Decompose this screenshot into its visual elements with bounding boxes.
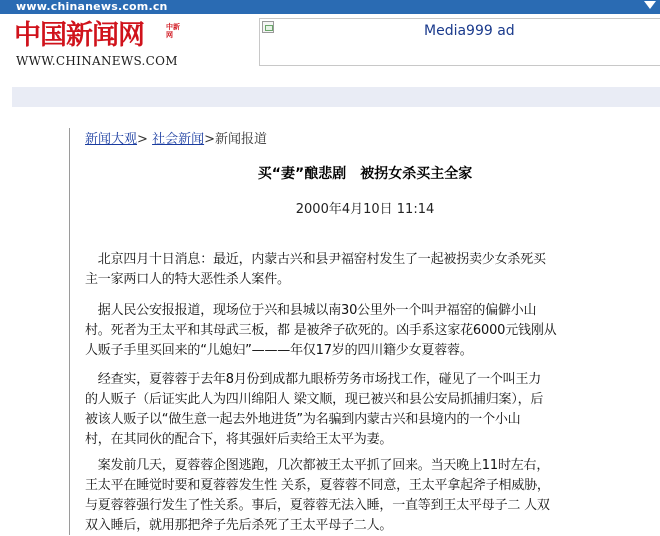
article-date: 2000年4月10日 11:14 [295, 202, 435, 217]
article-frame-border [69, 128, 70, 535]
paragraph-line: 与夏蓉蓉强行发生了性关系。事后，夏蓉蓉无法入睡，一直等到王太平母子二 人双 [85, 498, 550, 513]
logo-english-text: WWW.CHINANEWS.COM [16, 54, 178, 68]
breadcrumb-link-news-overview[interactable]: 新闻大观 [85, 132, 138, 147]
breadcrumb-separator: > [137, 132, 148, 147]
article-paragraph [85, 301, 605, 361]
site-url-bar [0, 0, 660, 14]
article-paragraph [85, 370, 605, 450]
paragraph-line: 据人民公安报报道，现场位于兴和县城以南30公里外一个叫尹福窑的偏僻小山 [85, 303, 537, 318]
breadcrumb-separator: > [204, 132, 215, 147]
site-logo[interactable] [14, 20, 184, 70]
paragraph-line: 主一家两口人的特大恶性杀人案件。 [85, 272, 290, 287]
ad-banner[interactable] [259, 18, 660, 66]
logo-small-text: 中新网 [166, 23, 180, 39]
article-paragraph [85, 456, 605, 536]
paragraph-line: 王太平在睡觉时要和夏蓉蓉发生性 关系，夏蓉蓉不同意，王太平拿起斧子相威胁， [85, 478, 550, 493]
paragraph-line: 被该人贩子以“做生意一起去外地进货”为名骗到内蒙古兴和县境内的一个小山 [85, 412, 521, 427]
logo-chinese-text: 中国新闻网 [14, 20, 144, 51]
paragraph-line: 村，在其同伙的配合下，将其强奸后卖给王太平为妻。 [85, 432, 393, 447]
site-url-text[interactable]: www.chinanews.com.cn [16, 0, 168, 13]
paragraph-line: 村。死者为王太平和其母武三板，都 是被斧子砍死的。凶手系这家花6000元钱刚从 [85, 323, 557, 338]
paragraph-line: 北京四月十日消息：最近，内蒙古兴和县尹福窑村发生了一起被拐卖少女杀死买 [85, 252, 546, 267]
ad-alt-text: Media999 ad [424, 23, 515, 39]
paragraph-line: 双入睡后，就用那把斧子先后杀死了王太平母子二人。 [85, 518, 393, 533]
broken-image-icon [262, 21, 274, 33]
breadcrumb-current: 新闻报道 [214, 132, 267, 147]
article-title: 买“妻”酿悲剧 被拐女杀买主全家 [257, 166, 473, 182]
paragraph-line: 人贩子手里买回来的“儿媳妇”———年仅17岁的四川籍少女夏蓉蓉。 [85, 343, 473, 358]
article-paragraph [85, 250, 605, 290]
header-divider-band [12, 87, 660, 107]
paragraph-line: 经查实，夏蓉蓉于去年8月份到成都九眼桥劳务市场找工作，碰见了一个叫王力 [85, 372, 542, 387]
breadcrumb [85, 131, 267, 148]
breadcrumb-link-society-news[interactable]: 社会新闻 [152, 132, 205, 147]
paragraph-line: 的人贩子（后证实此人为四川绵阳人 梁文顺，现已被兴和县公安局抓捕归案），后 [85, 392, 544, 407]
dropdown-arrow-icon[interactable] [644, 1, 656, 9]
paragraph-line: 案发前几天，夏蓉蓉企图逃跑，几次都被王太平抓了回来。当天晚上11时左右， [85, 458, 550, 473]
